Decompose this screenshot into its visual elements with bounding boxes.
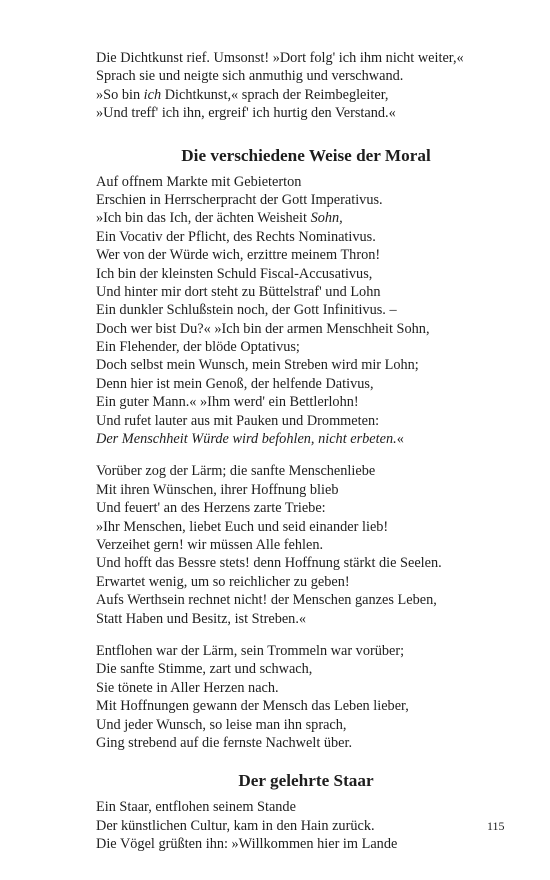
verse-text: Sie tönete in Aller Herzen nach. bbox=[96, 679, 279, 696]
verse-line bbox=[96, 104, 516, 122]
verse-line bbox=[96, 835, 516, 853]
verse-line bbox=[96, 49, 516, 67]
verse-italic-text: Sohn, bbox=[310, 210, 343, 227]
verse-text: Aufs Werthsein rechnet nicht! der Menschen ganzes Leben, bbox=[96, 592, 437, 609]
verse-text: Vorüber zog der Lärm; die sanfte Menschenliebe bbox=[96, 463, 376, 480]
verse-italic-text: ich bbox=[143, 86, 162, 103]
verse-line bbox=[96, 67, 516, 85]
stanza bbox=[96, 462, 516, 628]
verse-text: Mit ihren Wünschen, ihrer Hoffnung blieb bbox=[96, 481, 339, 498]
verse-text: Die Dichtkunst rief. Umsonst! »Dort folg' ich ihm nicht weiter,« bbox=[96, 50, 464, 66]
verse-line bbox=[96, 679, 516, 697]
verse-text: Und rufet lauter aus mit Pauken und Drommeten: bbox=[96, 412, 380, 429]
verse-text: Und jeder Wunsch, so leise man ihn sprach, bbox=[96, 716, 347, 733]
verse-text: Doch selbst mein Wunsch, mein Streben wird mir Lohn; bbox=[96, 357, 419, 374]
verse-text: Ich bin der kleinsten Schuld Fiscal-Accusativus, bbox=[96, 265, 373, 282]
verse-line bbox=[96, 283, 516, 301]
verse-text: Verzeihet gern! wir müssen Alle fehlen. bbox=[96, 536, 324, 553]
verse-text: Und hinter mir dort steht zu Büttelstraf' und Lohn bbox=[96, 283, 381, 300]
verse-text: Sprach sie und neigte sich anmuthig und verschwand. bbox=[96, 68, 404, 85]
verse-line bbox=[96, 338, 516, 356]
poem-title-moral: Die verschiedene Weise der Moral bbox=[181, 145, 431, 165]
verse-text: Ging strebend auf die fernste Nachwelt über. bbox=[96, 734, 353, 751]
page-number: 115 bbox=[487, 819, 505, 833]
stanza-top bbox=[96, 49, 516, 123]
verse-text: Ein guter Mann.« »Ihm werd' ein Bettlerlohn! bbox=[96, 394, 359, 411]
verse-line bbox=[96, 481, 516, 499]
verse-text: « bbox=[396, 431, 404, 448]
stanza bbox=[96, 798, 516, 853]
verse-line bbox=[96, 209, 516, 227]
verse-line bbox=[96, 610, 516, 628]
verse-text: Die sanfte Stimme, zart und schwach, bbox=[96, 661, 313, 678]
verse-text: Mit Hoffnungen gewann der Mensch das Leben lieber, bbox=[96, 698, 409, 715]
verse-text: Auf offnem Markte mit Gebieterton bbox=[96, 173, 302, 190]
verse-line bbox=[96, 716, 516, 734]
verse-line bbox=[96, 375, 516, 393]
verse-line bbox=[96, 554, 516, 572]
verse-text: Doch wer bist Du?« »Ich bin der armen Menschheit Sohn, bbox=[96, 320, 430, 337]
verse-line bbox=[96, 393, 516, 411]
verse-text: Wer von der Würde wich, erzittre meinem Thron! bbox=[96, 247, 381, 264]
verse-line bbox=[96, 697, 516, 715]
verse-text: Denn hier ist mein Genoß, der helfende Dativus, bbox=[96, 375, 374, 392]
verse-text: »Ihr Menschen, liebet Euch und seid einander lieb! bbox=[96, 518, 389, 535]
verse-line bbox=[96, 591, 516, 609]
verse-line bbox=[96, 518, 516, 536]
verse-line bbox=[96, 817, 516, 835]
verse-text: Erwartet wenig, um so reichlicher zu geben! bbox=[96, 573, 350, 590]
stanza-break bbox=[96, 628, 516, 642]
verse-text: Dichtkunst,« sprach der Reimbegleiter, bbox=[161, 86, 389, 103]
verse-text: »Ich bin das Ich, der ächten Weisheit bbox=[96, 210, 311, 227]
verse-line bbox=[96, 499, 516, 517]
verse-text: Erschien in Herrscherpracht der Gott Imperativus. bbox=[96, 191, 383, 208]
verse-line bbox=[96, 734, 516, 752]
verse-line bbox=[96, 301, 516, 319]
poem-staar-body bbox=[96, 798, 516, 853]
verse-line bbox=[96, 191, 516, 209]
verse-italic-text: Der Menschheit Würde wird befohlen, nicht erbeten. bbox=[96, 431, 397, 448]
verse-text: »Und treff' ich ihn, ergreif' ich hurtig den Verstand.« bbox=[96, 105, 396, 122]
verse-line bbox=[96, 660, 516, 678]
verse-line bbox=[96, 412, 516, 430]
verse-text: Und hofft das Bessre stets! denn Hoffnung stärkt die Seelen. bbox=[96, 555, 442, 572]
verse-line bbox=[96, 642, 516, 660]
verse-text: Statt Haben und Besitz, ist Streben.« bbox=[96, 610, 307, 627]
book-page bbox=[96, 49, 516, 853]
verse-text: Ein Vocativ der Pflicht, des Rechts Nominativus. bbox=[96, 228, 376, 245]
poem-title-staar: Der gelehrte Staar bbox=[238, 771, 374, 791]
verse-line bbox=[96, 228, 516, 246]
stanza bbox=[96, 642, 516, 752]
verse-line bbox=[96, 246, 516, 264]
verse-text: Der künstlichen Cultur, kam in den Hain zurück. bbox=[96, 817, 375, 834]
verse-text: Ein Staar, entflohen seinem Stande bbox=[96, 799, 296, 816]
verse-line bbox=[96, 430, 516, 448]
stanza bbox=[96, 173, 516, 449]
verse-line bbox=[96, 265, 516, 283]
verse-text: Ein dunkler Schlußstein noch, der Gott Infinitivus. – bbox=[96, 302, 397, 319]
verse-line bbox=[96, 462, 516, 480]
verse-line bbox=[96, 320, 516, 338]
stanza-break bbox=[96, 448, 516, 462]
verse-line bbox=[96, 173, 516, 191]
poem-moral-body bbox=[96, 173, 516, 753]
verse-text: Die Vögel grüßten ihn: »Willkommen hier im Lande bbox=[96, 836, 398, 853]
verse-text: Und feuert' an des Herzens zarte Triebe: bbox=[96, 500, 326, 517]
verse-line bbox=[96, 86, 516, 104]
verse-line bbox=[96, 798, 516, 816]
verse-text: Entflohen war der Lärm, sein Trommeln war vorüber; bbox=[96, 642, 405, 659]
verse-line bbox=[96, 573, 516, 591]
verse-text: Ein Flehender, der blöde Optativus; bbox=[96, 339, 300, 356]
verse-line bbox=[96, 356, 516, 374]
verse-line bbox=[96, 536, 516, 554]
verse-text: »So bin bbox=[96, 86, 144, 103]
